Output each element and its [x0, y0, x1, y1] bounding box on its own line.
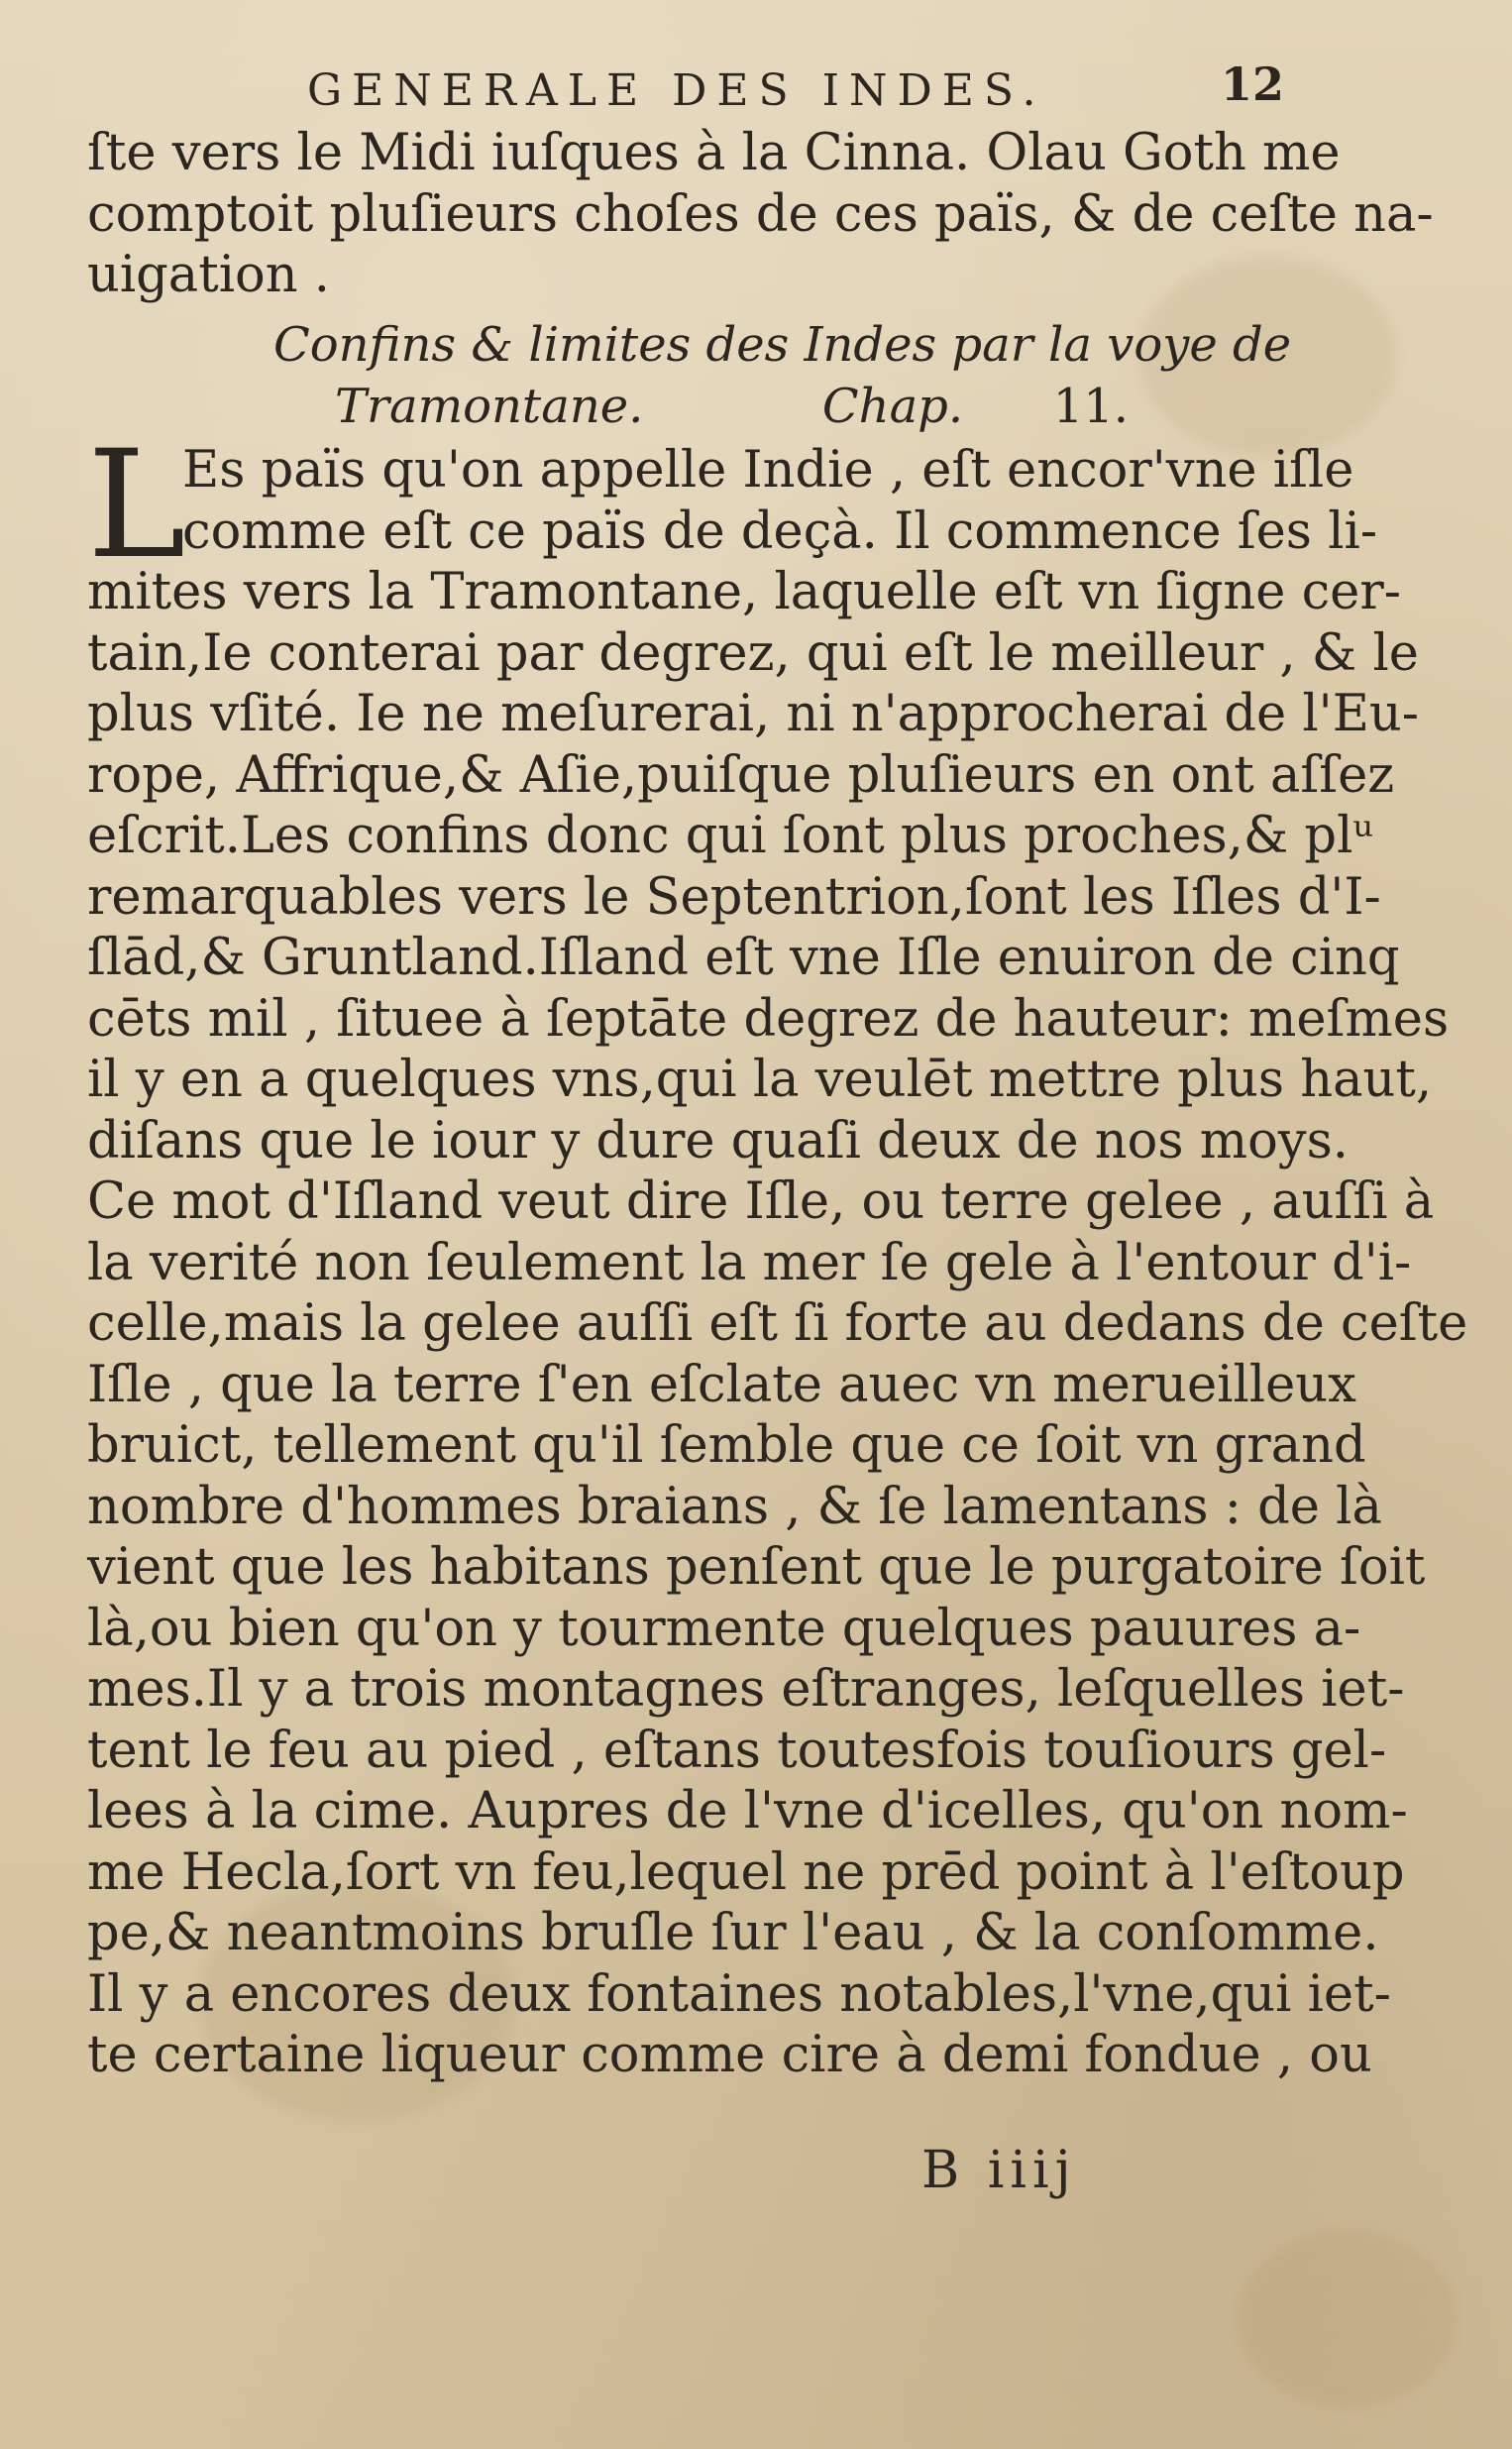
text-line: Il y a encores deux fontaines notables,l'vne,qui iet-	[87, 1964, 1391, 2024]
signature-mark: B iiij	[921, 2141, 1077, 2200]
text-line: eſcrit.Les confins donc qui ſont plus proches,& plᵘ	[87, 807, 1373, 865]
running-header: GENERALE DES INDES.	[307, 65, 1046, 116]
chapter-title-word: Tramontane.	[335, 378, 644, 434]
text-line: mes.Il y a trois montagnes eſtranges, leſquelles iet-	[87, 1660, 1405, 1719]
chapter-label: Chap.	[821, 378, 964, 434]
text-line: nombre d'hommes braians , & ſe lamentans : de là	[87, 1477, 1382, 1536]
text-line: tent le feu au pied , eſtans toutesfois touſiours gel-	[87, 1721, 1387, 1780]
text-line: pe,& neantmoins bruſle ſur l'eau , & la conſomme.	[87, 1904, 1379, 1962]
body-paragraph	[87, 419, 1468, 2086]
text-line: remarquables vers le Septentrion,ſont les Iſles d'I-	[87, 867, 1381, 927]
text-line: il y en a quelques vns,qui la veulēt mettre plus haut,	[87, 1051, 1433, 1109]
text-line: tain,Ie conterai par degrez, qui eſt le meilleur , & le	[87, 623, 1419, 683]
text-line: Iſle , que la terre ſ'en eſclate auec vn merueilleux	[87, 1355, 1356, 1414]
text-line: là,ou bien qu'on y tourmente quelques pauures a-	[87, 1599, 1361, 1658]
chapter-title-line2	[87, 377, 1326, 438]
text-line: vient que les habitans penſent que le purgatoire ſoit	[87, 1538, 1426, 1597]
dropcap-block	[87, 419, 1378, 592]
text-line: rope, Affrique,& Aſie,puiſque pluſieurs en ont aſſez	[87, 745, 1395, 805]
page-number: 12	[1221, 57, 1285, 111]
text-line: uigation .	[87, 246, 330, 304]
text-line: te certaine liqueur comme cire à demi fondue , ou	[87, 2026, 1372, 2084]
text-line: mites vers la Tramontane, laquelle eſt vn ſigne cer-	[87, 563, 1401, 621]
chapter-heading	[87, 315, 1326, 437]
text-line: bruict, tellement qu'il ſemble que ce ſoit vn grand	[87, 1416, 1366, 1475]
text-line: diſans que le iour y dure quaſi deux de nos moys.	[87, 1111, 1349, 1170]
text-line: celle,mais la gelee auſſi eſt ſi forte au dedans de ceſte	[87, 1294, 1468, 1353]
text-line: lees à la cime. Aupres de l'vne d'icelles, qu'on nom-	[87, 1782, 1408, 1840]
text-line: plus vſité. Ie ne meſurerai, ni n'approcherai de l'Eu-	[87, 685, 1420, 743]
text-line: comptoit pluſieurs choſes de ces païs, & de ceſte na-	[87, 184, 1434, 244]
text-line: ſlād,& Gruntland.Iſland eſt vne Iſle enuiron de cinq	[87, 929, 1400, 987]
text-line: cēts mil , ſituee à ſeptāte degrez de hauteur: meſmes	[87, 989, 1450, 1049]
text-line: comme eſt ce païs de deçà. Il commence ſes li-	[182, 501, 1378, 561]
text-line: me Hecla,ſort vn feu,lequel ne prēd point à l'eſtoup	[87, 1842, 1405, 1902]
paper-stain	[1239, 2230, 1457, 2408]
text-line: Es païs qu'on appelle Indie , eſt encor'vne iſle	[182, 441, 1354, 500]
text-line: Ce mot d'Iſland veut dire Iſle, ou terre gelee , auſſi à	[87, 1172, 1435, 1231]
chapter-title-line1: Confins & limites des Indes par la voye de	[273, 317, 1292, 373]
text-line: la verité non ſeulement la mer ſe gele à l'entour d'i-	[87, 1233, 1412, 1292]
text-line: ſte vers le Midi iuſques à la Cinna. Olau Goth me	[87, 124, 1341, 182]
drop-capital: L	[87, 419, 186, 592]
intro-paragraph	[87, 123, 1434, 306]
chapter-number: 11.	[1052, 378, 1130, 434]
